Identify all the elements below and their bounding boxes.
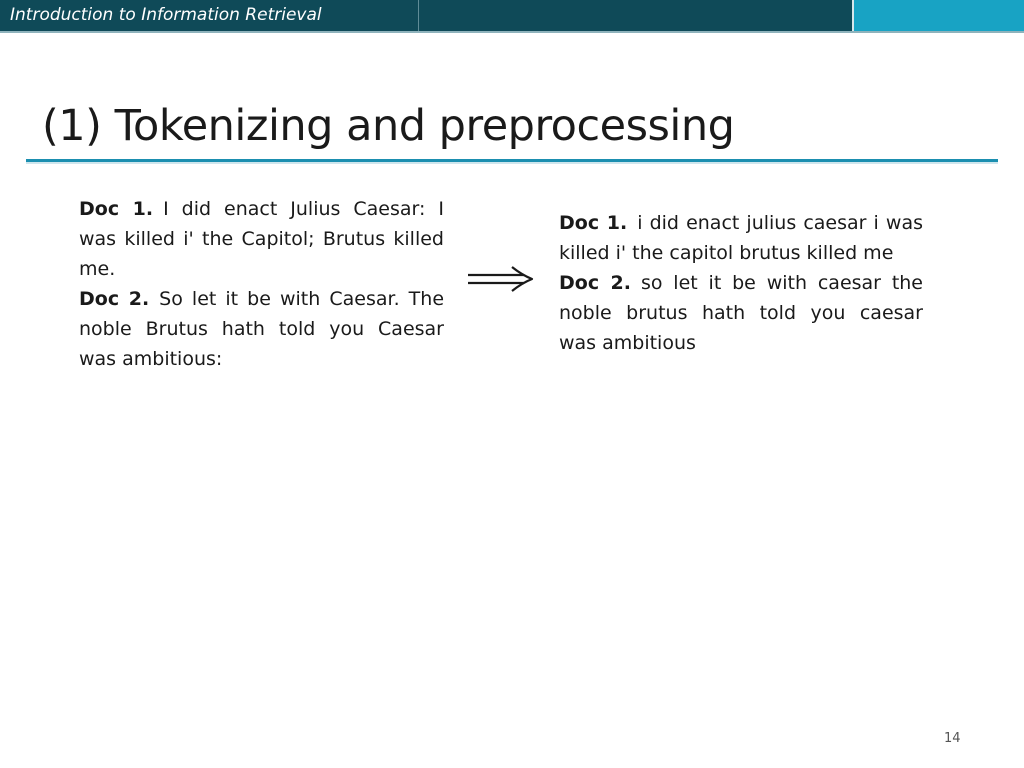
- double-right-arrow-icon: [466, 264, 534, 294]
- doc-label: Doc 2.: [79, 288, 150, 310]
- page-number: 14: [944, 731, 961, 746]
- normalized-doc-2: [559, 268, 923, 358]
- course-title: Introduction to Information Retrieval: [10, 5, 322, 25]
- raw-documents: [79, 194, 444, 374]
- doc-text: So let it be with Caesar. The noble Brutus hath told you Caesar was ambitious:: [79, 288, 445, 370]
- doc-text: i did enact julius caesar i was killed i' the capitol brutus killed me: [559, 212, 924, 264]
- doc-text: so let it be with caesar the noble brutus hath told you caesar was ambitious: [559, 272, 923, 354]
- doc-label: Doc 1.: [79, 198, 154, 220]
- title-rule-shadow: [26, 162, 998, 164]
- raw-doc-2: [79, 284, 444, 374]
- slide-title: (1) Tokenizing and preprocessing: [42, 101, 735, 151]
- banner-divider: [418, 0, 419, 31]
- header-banner: [0, 0, 1024, 31]
- doc-label: Doc 1.: [559, 212, 628, 234]
- normalized-doc-1: [559, 208, 923, 268]
- normalized-documents: [559, 208, 923, 358]
- doc-label: Doc 2.: [559, 272, 631, 294]
- raw-doc-1: [79, 194, 444, 284]
- banner-accent: [854, 0, 1024, 31]
- banner-underline: [0, 31, 1024, 33]
- doc-text: I did enact Julius Caesar: I was killed i' the Capitol; Brutus killed me.: [79, 198, 444, 280]
